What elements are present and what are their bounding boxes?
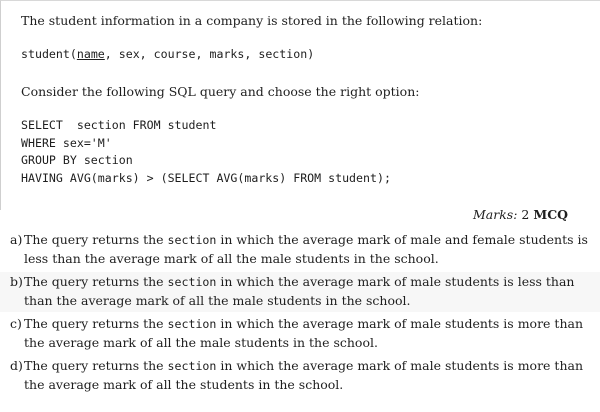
marks-info xyxy=(473,207,568,222)
sql-line: WHERE sex='M' xyxy=(21,135,112,150)
question-intro: The student information in a company is stored in the following relation: xyxy=(21,13,483,28)
option-text: in which the average mark of male students is more than xyxy=(216,358,583,373)
sql-line: SELECT section FROM student xyxy=(21,118,217,132)
option-code: section xyxy=(167,359,217,373)
option-text: The query returns the xyxy=(24,232,168,247)
option-text-line1 xyxy=(24,232,588,247)
marks-label: Marks: xyxy=(473,207,518,222)
option-text: The query returns the xyxy=(24,358,168,373)
sql-line: HAVING AVG(marks) > (SELECT AVG(marks) FROM student); xyxy=(21,170,391,185)
sql-line: GROUP BY section xyxy=(21,153,133,167)
option-code: section xyxy=(167,233,217,247)
option-text: in which the average mark of male and female students is xyxy=(216,232,588,247)
option-text-line1 xyxy=(24,316,583,331)
option-text: in which the average mark of male students is more than xyxy=(216,316,583,331)
option-letter: d) xyxy=(10,358,23,373)
option-d[interactable] xyxy=(0,356,600,396)
sql-query xyxy=(21,117,391,187)
option-text: in which the average mark of male students is less than xyxy=(216,274,575,289)
option-text-line2: the average mark of all the male students in the school. xyxy=(24,335,378,350)
question-instruction: Consider the following SQL query and choose the right option: xyxy=(21,84,420,99)
option-letter: a) xyxy=(10,232,23,247)
relation-attributes: , sex, course, marks, section) xyxy=(104,47,315,61)
relation-key: name xyxy=(76,47,105,61)
marks-type: MCQ xyxy=(533,207,569,222)
option-b[interactable] xyxy=(0,272,600,312)
option-text: The query returns the xyxy=(24,274,168,289)
option-letter: b) xyxy=(10,274,23,289)
relation-schema: student(name, sex, course, marks, section) xyxy=(21,47,315,61)
marks-value: 2 xyxy=(521,207,530,222)
option-text-line2: less than the average mark of all the male students in the school. xyxy=(24,251,439,266)
option-code: section xyxy=(167,317,217,331)
relation-name: student xyxy=(21,47,70,61)
option-text-line2: than the average mark of all the male students in the school. xyxy=(24,293,411,308)
option-text-line1 xyxy=(24,358,583,373)
option-text: The query returns the xyxy=(24,316,168,331)
option-c[interactable] xyxy=(0,314,600,354)
option-code: section xyxy=(167,275,217,289)
option-text-line2: the average mark of all the students in the school. xyxy=(24,377,344,392)
option-a[interactable] xyxy=(0,230,600,270)
option-text-line1 xyxy=(24,274,574,289)
option-letter: c) xyxy=(10,316,22,331)
